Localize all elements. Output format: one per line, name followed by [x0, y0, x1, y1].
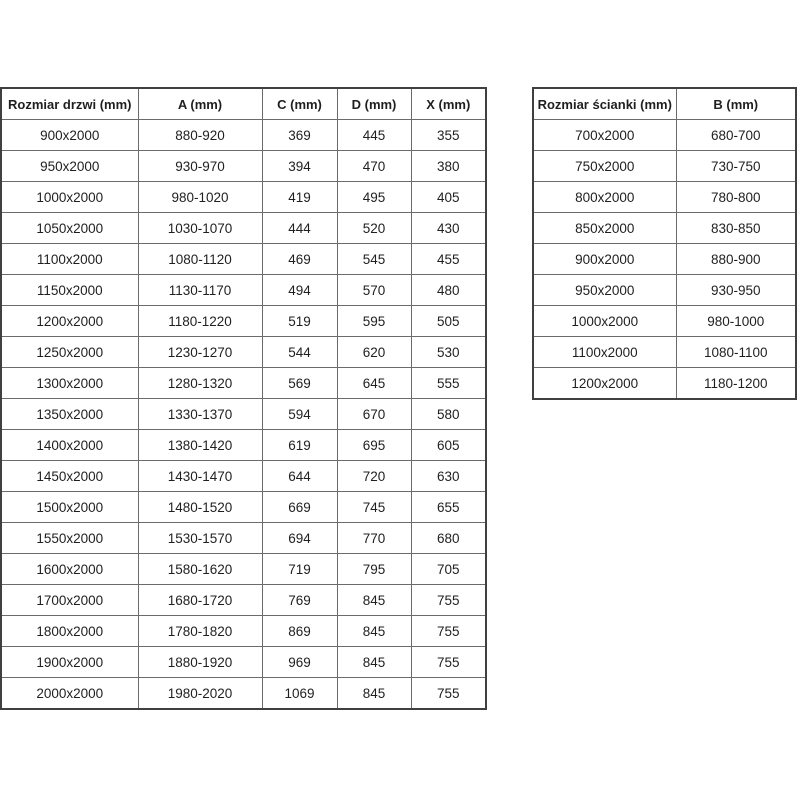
table-cell: 700x2000 [533, 120, 676, 151]
table-cell: 605 [411, 430, 486, 461]
table-cell: 1230-1270 [138, 337, 262, 368]
table-cell: 845 [337, 647, 411, 678]
table-cell: 720 [337, 461, 411, 492]
table-cell: 1580-1620 [138, 554, 262, 585]
column-header: X (mm) [411, 88, 486, 120]
table-row [1, 492, 486, 523]
table-cell: 795 [337, 554, 411, 585]
column-header: B (mm) [676, 88, 796, 120]
table-cell: 1380-1420 [138, 430, 262, 461]
table-cell: 930-950 [676, 275, 796, 306]
table-cell: 1480-1520 [138, 492, 262, 523]
door-dimensions-table [0, 87, 487, 710]
table-row [1, 337, 486, 368]
table-cell: 1880-1920 [138, 647, 262, 678]
table-cell: 1200x2000 [533, 368, 676, 400]
table-row [533, 151, 796, 182]
table-cell: 1700x2000 [1, 585, 138, 616]
table-cell: 1400x2000 [1, 430, 138, 461]
table-cell: 569 [262, 368, 337, 399]
table-row [1, 244, 486, 275]
wall-dimensions-table [532, 87, 797, 400]
table-row [533, 275, 796, 306]
table-row [1, 678, 486, 710]
table-row [1, 399, 486, 430]
table-cell: 750x2000 [533, 151, 676, 182]
table-cell: 950x2000 [533, 275, 676, 306]
table-cell: 445 [337, 120, 411, 151]
table-cell: 719 [262, 554, 337, 585]
table-row [533, 244, 796, 275]
header-row [533, 88, 796, 120]
table-cell: 470 [337, 151, 411, 182]
table-cell: 444 [262, 213, 337, 244]
table-cell: 1000x2000 [1, 182, 138, 213]
table-cell: 880-920 [138, 120, 262, 151]
table-cell: 680-700 [676, 120, 796, 151]
table-row [1, 213, 486, 244]
table-cell: 380 [411, 151, 486, 182]
table-row [533, 213, 796, 244]
table-cell: 1600x2000 [1, 554, 138, 585]
table-cell: 1200x2000 [1, 306, 138, 337]
table-cell: 580 [411, 399, 486, 430]
table-cell: 1000x2000 [533, 306, 676, 337]
table-cell: 369 [262, 120, 337, 151]
table-cell: 520 [337, 213, 411, 244]
table-cell: 845 [337, 585, 411, 616]
table-cell: 495 [337, 182, 411, 213]
table-cell: 695 [337, 430, 411, 461]
table-cell: 619 [262, 430, 337, 461]
table-cell: 980-1000 [676, 306, 796, 337]
table-cell: 1900x2000 [1, 647, 138, 678]
table-cell: 545 [337, 244, 411, 275]
table-cell: 544 [262, 337, 337, 368]
wall-table-body [533, 120, 796, 400]
column-header: A (mm) [138, 88, 262, 120]
column-header: C (mm) [262, 88, 337, 120]
table-cell: 1550x2000 [1, 523, 138, 554]
table-cell: 1100x2000 [533, 337, 676, 368]
table-cell: 969 [262, 647, 337, 678]
table-cell: 1800x2000 [1, 616, 138, 647]
table-cell: 2000x2000 [1, 678, 138, 710]
table-row [1, 585, 486, 616]
table-cell: 655 [411, 492, 486, 523]
wall-table-header [533, 88, 796, 120]
table-row [1, 523, 486, 554]
table-cell: 669 [262, 492, 337, 523]
table-cell: 1430-1470 [138, 461, 262, 492]
table-cell: 705 [411, 554, 486, 585]
table-cell: 730-750 [676, 151, 796, 182]
table-cell: 394 [262, 151, 337, 182]
table-cell: 900x2000 [1, 120, 138, 151]
table-cell: 494 [262, 275, 337, 306]
table-cell: 405 [411, 182, 486, 213]
table-cell: 1450x2000 [1, 461, 138, 492]
table-cell: 1080-1100 [676, 337, 796, 368]
table-cell: 1280-1320 [138, 368, 262, 399]
table-cell: 900x2000 [533, 244, 676, 275]
table-row [1, 554, 486, 585]
table-cell: 1500x2000 [1, 492, 138, 523]
table-cell: 1980-2020 [138, 678, 262, 710]
table-cell: 680 [411, 523, 486, 554]
table-cell: 800x2000 [533, 182, 676, 213]
table-cell: 755 [411, 647, 486, 678]
table-cell: 755 [411, 616, 486, 647]
table-cell: 1130-1170 [138, 275, 262, 306]
table-cell: 595 [337, 306, 411, 337]
table-cell: 770 [337, 523, 411, 554]
table-cell: 1350x2000 [1, 399, 138, 430]
table-cell: 1030-1070 [138, 213, 262, 244]
table-row [1, 182, 486, 213]
table-cell: 1150x2000 [1, 275, 138, 306]
table-row [533, 120, 796, 151]
table-cell: 1180-1220 [138, 306, 262, 337]
table-cell: 930-970 [138, 151, 262, 182]
table-cell: 1680-1720 [138, 585, 262, 616]
table-cell: 830-850 [676, 213, 796, 244]
table-cell: 670 [337, 399, 411, 430]
table-cell: 694 [262, 523, 337, 554]
table-cell: 519 [262, 306, 337, 337]
column-header: Rozmiar ścianki (mm) [533, 88, 676, 120]
table-cell: 455 [411, 244, 486, 275]
table-row [1, 647, 486, 678]
table-cell: 1100x2000 [1, 244, 138, 275]
table-row [1, 368, 486, 399]
table-row [1, 275, 486, 306]
table-cell: 869 [262, 616, 337, 647]
table-row [1, 461, 486, 492]
table-cell: 644 [262, 461, 337, 492]
table-cell: 880-900 [676, 244, 796, 275]
column-header: D (mm) [337, 88, 411, 120]
table-row [1, 430, 486, 461]
column-header: Rozmiar drzwi (mm) [1, 88, 138, 120]
table-cell: 755 [411, 585, 486, 616]
table-cell: 570 [337, 275, 411, 306]
table-cell: 480 [411, 275, 486, 306]
door-table-body [1, 120, 486, 710]
door-table-header [1, 88, 486, 120]
table-cell: 630 [411, 461, 486, 492]
table-cell: 555 [411, 368, 486, 399]
table-cell: 419 [262, 182, 337, 213]
table-row [1, 120, 486, 151]
table-cell: 505 [411, 306, 486, 337]
table-cell: 1300x2000 [1, 368, 138, 399]
table-row [1, 616, 486, 647]
table-cell: 780-800 [676, 182, 796, 213]
table-cell: 530 [411, 337, 486, 368]
table-cell: 1330-1370 [138, 399, 262, 430]
table-cell: 469 [262, 244, 337, 275]
table-row [1, 151, 486, 182]
header-row [1, 88, 486, 120]
table-row [533, 337, 796, 368]
table-cell: 1080-1120 [138, 244, 262, 275]
table-cell: 845 [337, 616, 411, 647]
table-row [1, 306, 486, 337]
table-cell: 850x2000 [533, 213, 676, 244]
table-cell: 769 [262, 585, 337, 616]
table-cell: 355 [411, 120, 486, 151]
table-cell: 1069 [262, 678, 337, 710]
table-cell: 755 [411, 678, 486, 710]
table-row [533, 182, 796, 213]
table-row [533, 306, 796, 337]
table-cell: 980-1020 [138, 182, 262, 213]
table-cell: 430 [411, 213, 486, 244]
table-cell: 1180-1200 [676, 368, 796, 400]
table-cell: 1780-1820 [138, 616, 262, 647]
table-cell: 950x2000 [1, 151, 138, 182]
table-cell: 1250x2000 [1, 337, 138, 368]
table-cell: 1050x2000 [1, 213, 138, 244]
table-cell: 1530-1570 [138, 523, 262, 554]
table-cell: 745 [337, 492, 411, 523]
table-cell: 594 [262, 399, 337, 430]
table-cell: 620 [337, 337, 411, 368]
table-row [533, 368, 796, 400]
table-cell: 645 [337, 368, 411, 399]
table-cell: 845 [337, 678, 411, 710]
